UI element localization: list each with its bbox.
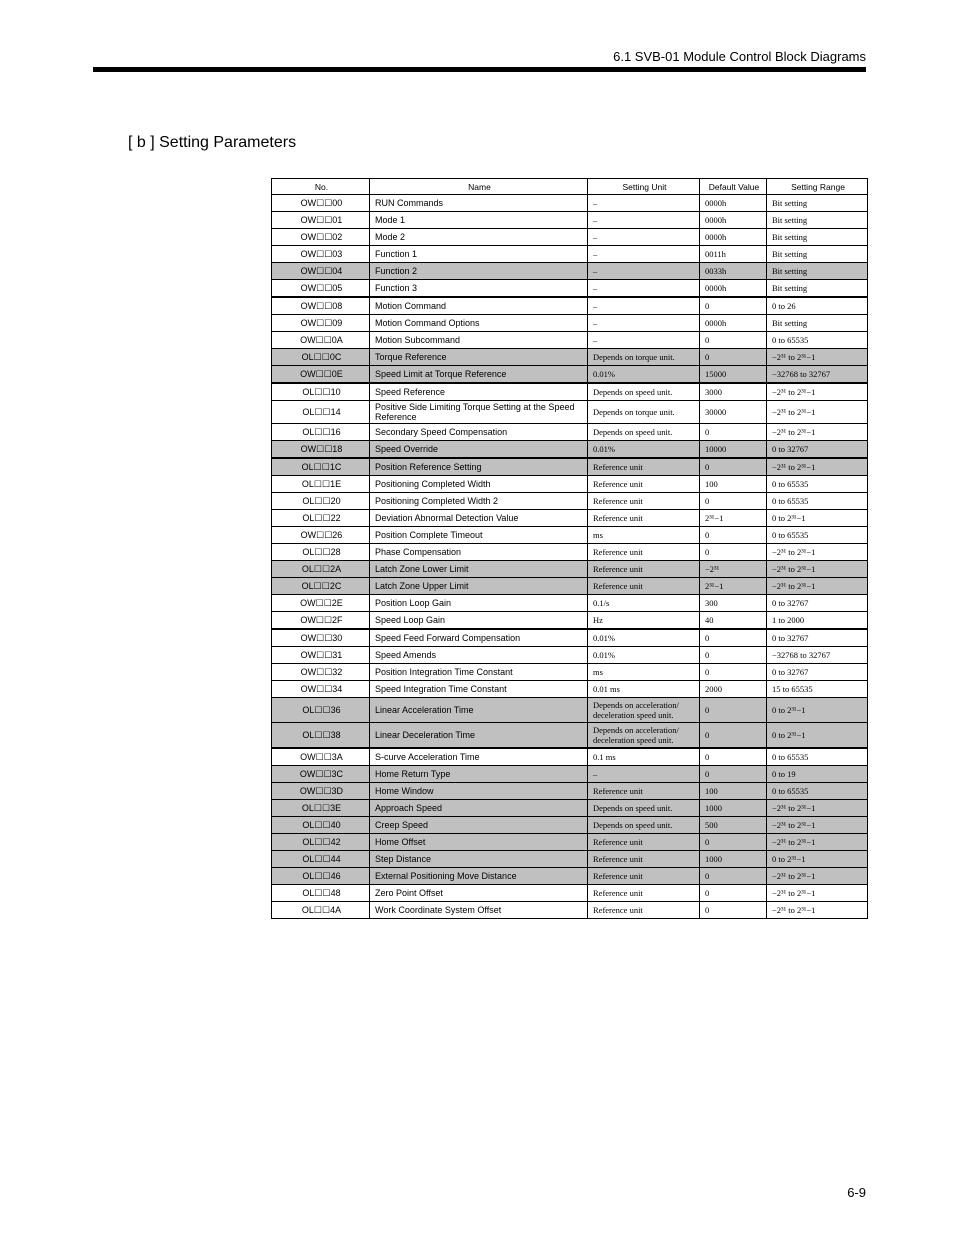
param-default-value: 2³¹−1 — [700, 510, 767, 527]
table-row — [272, 544, 868, 561]
param-setting-range: −2³¹ to 2³¹−1 — [767, 349, 868, 366]
param-number: OL☐☐38 — [272, 723, 370, 749]
param-default-value: 0000h — [700, 195, 767, 212]
param-setting-range: 0 to 19 — [767, 766, 868, 783]
param-number: OL☐☐48 — [272, 885, 370, 902]
param-default-value: −2³¹ — [700, 561, 767, 578]
param-setting-unit: Depends on speed unit. — [588, 817, 700, 834]
param-setting-unit: – — [588, 766, 700, 783]
param-setting-unit: 0.1/s — [588, 595, 700, 612]
table-row — [272, 441, 868, 459]
param-name: Creep Speed — [370, 817, 588, 834]
param-default-value: 30000 — [700, 401, 767, 424]
param-name: Home Return Type — [370, 766, 588, 783]
param-setting-range: −2³¹ to 2³¹−1 — [767, 561, 868, 578]
param-setting-unit: Depends on torque unit. — [588, 349, 700, 366]
table-row — [272, 246, 868, 263]
param-name: Speed Override — [370, 441, 588, 459]
param-number: OW☐☐01 — [272, 212, 370, 229]
param-setting-range: −2³¹ to 2³¹−1 — [767, 902, 868, 919]
param-default-value: 2000 — [700, 681, 767, 698]
param-name: S-curve Acceleration Time — [370, 748, 588, 766]
param-number: OL☐☐28 — [272, 544, 370, 561]
param-number: OL☐☐1C — [272, 458, 370, 476]
table-row — [272, 834, 868, 851]
param-name: Positive Side Limiting Torque Setting at the Speed Reference — [370, 401, 588, 424]
param-setting-unit: – — [588, 297, 700, 315]
param-default-value: 500 — [700, 817, 767, 834]
param-setting-unit: – — [588, 280, 700, 298]
table-row — [272, 868, 868, 885]
table-row — [272, 681, 868, 698]
column-header-default-value: Default Value — [700, 179, 767, 195]
section-title: [ b ] Setting Parameters — [128, 134, 297, 151]
param-default-value: 2³¹−1 — [700, 578, 767, 595]
param-number: OL☐☐2A — [272, 561, 370, 578]
header-rule — [93, 67, 866, 72]
param-setting-unit: Reference unit — [588, 783, 700, 800]
param-name: Linear Acceleration Time — [370, 698, 588, 723]
param-number: OL☐☐10 — [272, 383, 370, 401]
param-default-value: 0 — [700, 493, 767, 510]
param-name: Phase Compensation — [370, 544, 588, 561]
table-header-row — [272, 179, 868, 195]
param-setting-range: 0 to 65535 — [767, 476, 868, 493]
param-name: Position Reference Setting — [370, 458, 588, 476]
param-name: Positioning Completed Width 2 — [370, 493, 588, 510]
param-setting-range: 0 to 65535 — [767, 332, 868, 349]
table-row — [272, 527, 868, 544]
table-row — [272, 647, 868, 664]
param-setting-unit: Reference unit — [588, 476, 700, 493]
param-number: OL☐☐3E — [272, 800, 370, 817]
param-number: OL☐☐0C — [272, 349, 370, 366]
table-row — [272, 212, 868, 229]
table-row — [272, 766, 868, 783]
param-setting-range: −2³¹ to 2³¹−1 — [767, 868, 868, 885]
param-number: OW☐☐30 — [272, 629, 370, 647]
param-name: Position Integration Time Constant — [370, 664, 588, 681]
param-default-value: 0000h — [700, 212, 767, 229]
param-setting-unit: Depends on speed unit. — [588, 424, 700, 441]
table-row — [272, 315, 868, 332]
param-setting-range: Bit setting — [767, 229, 868, 246]
param-number: OL☐☐14 — [272, 401, 370, 424]
param-default-value: 0 — [700, 527, 767, 544]
column-header-setting-unit: Setting Unit — [588, 179, 700, 195]
table-row — [272, 783, 868, 800]
param-number: OL☐☐40 — [272, 817, 370, 834]
param-default-value: 15000 — [700, 366, 767, 384]
param-setting-unit: Reference unit — [588, 493, 700, 510]
param-default-value: 0 — [700, 885, 767, 902]
param-number: OW☐☐31 — [272, 647, 370, 664]
param-setting-range: −32768 to 32767 — [767, 647, 868, 664]
table-row — [272, 698, 868, 723]
table-row — [272, 902, 868, 919]
param-name: Motion Subcommand — [370, 332, 588, 349]
param-default-value: 100 — [700, 476, 767, 493]
param-number: OL☐☐16 — [272, 424, 370, 441]
param-setting-unit: ms — [588, 527, 700, 544]
param-setting-range: 0 to 2³¹−1 — [767, 851, 868, 868]
param-default-value: 0000h — [700, 315, 767, 332]
param-number: OW☐☐05 — [272, 280, 370, 298]
param-setting-range: 0 to 65535 — [767, 783, 868, 800]
param-setting-unit: Reference unit — [588, 902, 700, 919]
param-name: Torque Reference — [370, 349, 588, 366]
param-default-value: 0 — [700, 902, 767, 919]
table-row — [272, 664, 868, 681]
table-row — [272, 578, 868, 595]
param-setting-unit: Reference unit — [588, 851, 700, 868]
param-setting-range: −2³¹ to 2³¹−1 — [767, 401, 868, 424]
param-default-value: 0 — [700, 766, 767, 783]
param-default-value: 0 — [700, 629, 767, 647]
param-name: Secondary Speed Compensation — [370, 424, 588, 441]
param-setting-unit: 0.1 ms — [588, 748, 700, 766]
table-row — [272, 297, 868, 315]
param-number: OL☐☐2C — [272, 578, 370, 595]
param-default-value: 0 — [700, 332, 767, 349]
param-number: OL☐☐36 — [272, 698, 370, 723]
column-header-no: No. — [272, 179, 370, 195]
param-setting-range: 0 to 2³¹−1 — [767, 723, 868, 749]
param-number: OW☐☐32 — [272, 664, 370, 681]
param-setting-range: 15 to 65535 — [767, 681, 868, 698]
table-row — [272, 510, 868, 527]
table-row — [272, 800, 868, 817]
param-setting-range: Bit setting — [767, 212, 868, 229]
param-setting-unit: Reference unit — [588, 834, 700, 851]
param-name: Function 1 — [370, 246, 588, 263]
table-row — [272, 612, 868, 630]
param-setting-unit: – — [588, 263, 700, 280]
table-row — [272, 629, 868, 647]
param-default-value: 0033h — [700, 263, 767, 280]
param-name: Step Distance — [370, 851, 588, 868]
param-default-value: 0011h — [700, 246, 767, 263]
param-default-value: 0 — [700, 698, 767, 723]
param-default-value: 0 — [700, 723, 767, 749]
param-setting-range: 0 to 65535 — [767, 493, 868, 510]
param-default-value: 0 — [700, 297, 767, 315]
table-row — [272, 561, 868, 578]
param-number: OW☐☐3A — [272, 748, 370, 766]
table-row — [272, 366, 868, 384]
param-setting-range: 0 to 2³¹−1 — [767, 510, 868, 527]
param-setting-unit: 0.01% — [588, 441, 700, 459]
param-setting-range: −2³¹ to 2³¹−1 — [767, 458, 868, 476]
table-row — [272, 332, 868, 349]
param-number: OW☐☐09 — [272, 315, 370, 332]
param-setting-unit: Reference unit — [588, 458, 700, 476]
param-default-value: 0000h — [700, 229, 767, 246]
param-setting-range: Bit setting — [767, 246, 868, 263]
param-default-value: 0 — [700, 458, 767, 476]
param-setting-range: 0 to 32767 — [767, 441, 868, 459]
param-setting-unit: 0.01 ms — [588, 681, 700, 698]
table-row — [272, 885, 868, 902]
param-setting-unit: ms — [588, 664, 700, 681]
param-setting-range: −2³¹ to 2³¹−1 — [767, 544, 868, 561]
param-name: Position Loop Gain — [370, 595, 588, 612]
param-setting-unit: 0.01% — [588, 629, 700, 647]
param-setting-range: 0 to 65535 — [767, 748, 868, 766]
param-setting-range: 0 to 32767 — [767, 629, 868, 647]
table-row — [272, 458, 868, 476]
param-default-value: 0 — [700, 349, 767, 366]
param-name: External Positioning Move Distance — [370, 868, 588, 885]
param-name: Speed Loop Gain — [370, 612, 588, 630]
param-name: Function 2 — [370, 263, 588, 280]
param-setting-unit: Depends on speed unit. — [588, 800, 700, 817]
param-number: OL☐☐44 — [272, 851, 370, 868]
param-number: OW☐☐2E — [272, 595, 370, 612]
param-default-value: 40 — [700, 612, 767, 630]
param-name: Home Offset — [370, 834, 588, 851]
param-number: OL☐☐46 — [272, 868, 370, 885]
param-name: Deviation Abnormal Detection Value — [370, 510, 588, 527]
table-row — [272, 401, 868, 424]
param-number: OW☐☐26 — [272, 527, 370, 544]
param-setting-unit: – — [588, 229, 700, 246]
param-setting-range: 0 to 2³¹−1 — [767, 698, 868, 723]
param-number: OW☐☐02 — [272, 229, 370, 246]
param-number: OW☐☐3D — [272, 783, 370, 800]
param-number: OW☐☐18 — [272, 441, 370, 459]
param-setting-unit: Reference unit — [588, 544, 700, 561]
param-name: Function 3 — [370, 280, 588, 298]
param-setting-unit: Depends on torque unit. — [588, 401, 700, 424]
param-default-value: 0 — [700, 834, 767, 851]
param-setting-unit: 0.01% — [588, 647, 700, 664]
param-default-value: 300 — [700, 595, 767, 612]
param-setting-range: −2³¹ to 2³¹−1 — [767, 817, 868, 834]
param-setting-unit: Reference unit — [588, 561, 700, 578]
param-setting-range: −2³¹ to 2³¹−1 — [767, 885, 868, 902]
param-number: OL☐☐4A — [272, 902, 370, 919]
table-row — [272, 817, 868, 834]
param-name: Speed Limit at Torque Reference — [370, 366, 588, 384]
param-number: OW☐☐08 — [272, 297, 370, 315]
table-row — [272, 476, 868, 493]
param-name: Speed Reference — [370, 383, 588, 401]
param-number: OW☐☐3C — [272, 766, 370, 783]
param-default-value: 0 — [700, 868, 767, 885]
param-default-value: 0 — [700, 664, 767, 681]
param-number: OW☐☐03 — [272, 246, 370, 263]
param-setting-range: Bit setting — [767, 315, 868, 332]
param-default-value: 1000 — [700, 851, 767, 868]
param-default-value: 1000 — [700, 800, 767, 817]
param-setting-unit: Reference unit — [588, 868, 700, 885]
table-row — [272, 748, 868, 766]
param-name: Work Coordinate System Offset — [370, 902, 588, 919]
param-setting-range: 1 to 2000 — [767, 612, 868, 630]
param-number: OL☐☐22 — [272, 510, 370, 527]
param-setting-unit: – — [588, 246, 700, 263]
param-default-value: 0000h — [700, 280, 767, 298]
table-row — [272, 195, 868, 212]
param-setting-unit: Depends on acceleration/ deceleration speed unit. — [588, 698, 700, 723]
param-setting-unit: Depends on speed unit. — [588, 383, 700, 401]
param-number: OW☐☐00 — [272, 195, 370, 212]
param-default-value: 0 — [700, 424, 767, 441]
param-setting-unit: Reference unit — [588, 578, 700, 595]
param-name: Zero Point Offset — [370, 885, 588, 902]
param-name: Position Complete Timeout — [370, 527, 588, 544]
param-setting-unit: 0.01% — [588, 366, 700, 384]
param-setting-range: −2³¹ to 2³¹−1 — [767, 424, 868, 441]
table-row — [272, 851, 868, 868]
param-setting-range: −2³¹ to 2³¹−1 — [767, 834, 868, 851]
param-setting-unit: Reference unit — [588, 885, 700, 902]
param-number: OW☐☐04 — [272, 263, 370, 280]
table-row — [272, 493, 868, 510]
param-number: OW☐☐0E — [272, 366, 370, 384]
param-setting-range: 0 to 32767 — [767, 595, 868, 612]
param-setting-unit: – — [588, 212, 700, 229]
param-name: Mode 2 — [370, 229, 588, 246]
column-header-name: Name — [370, 179, 588, 195]
table-row — [272, 383, 868, 401]
param-setting-range: −2³¹ to 2³¹−1 — [767, 800, 868, 817]
table-row — [272, 229, 868, 246]
param-name: Latch Zone Upper Limit — [370, 578, 588, 595]
param-number: OW☐☐34 — [272, 681, 370, 698]
param-name: Latch Zone Lower Limit — [370, 561, 588, 578]
param-default-value: 3000 — [700, 383, 767, 401]
param-number: OL☐☐1E — [272, 476, 370, 493]
param-setting-unit: – — [588, 315, 700, 332]
param-number: OL☐☐42 — [272, 834, 370, 851]
param-setting-range: 0 to 26 — [767, 297, 868, 315]
param-setting-range: Bit setting — [767, 195, 868, 212]
param-name: Speed Amends — [370, 647, 588, 664]
param-setting-unit: – — [588, 195, 700, 212]
param-setting-unit: – — [588, 332, 700, 349]
param-default-value: 10000 — [700, 441, 767, 459]
param-name: RUN Commands — [370, 195, 588, 212]
param-setting-unit: Hz — [588, 612, 700, 630]
param-setting-range: 0 to 65535 — [767, 527, 868, 544]
param-setting-range: −32768 to 32767 — [767, 366, 868, 384]
param-setting-unit: Reference unit — [588, 510, 700, 527]
setting-parameters-table — [271, 178, 868, 919]
param-number: OW☐☐2F — [272, 612, 370, 630]
param-setting-unit: Depends on acceleration/ deceleration speed unit. — [588, 723, 700, 749]
param-default-value: 0 — [700, 544, 767, 561]
running-header: 6.1 SVB-01 Module Control Block Diagrams — [613, 49, 866, 64]
table-row — [272, 263, 868, 280]
param-number: OW☐☐0A — [272, 332, 370, 349]
table-body — [272, 195, 868, 919]
param-name: Motion Command — [370, 297, 588, 315]
param-setting-range: Bit setting — [767, 280, 868, 298]
param-name: Motion Command Options — [370, 315, 588, 332]
param-default-value: 0 — [700, 748, 767, 766]
param-setting-range: 0 to 32767 — [767, 664, 868, 681]
column-header-setting-range: Setting Range — [767, 179, 868, 195]
param-setting-range: −2³¹ to 2³¹−1 — [767, 383, 868, 401]
param-name: Linear Deceleration Time — [370, 723, 588, 749]
param-setting-range: Bit setting — [767, 263, 868, 280]
param-name: Mode 1 — [370, 212, 588, 229]
param-name: Speed Integration Time Constant — [370, 681, 588, 698]
param-default-value: 100 — [700, 783, 767, 800]
param-setting-range: −2³¹ to 2³¹−1 — [767, 578, 868, 595]
table-row — [272, 595, 868, 612]
param-name: Speed Feed Forward Compensation — [370, 629, 588, 647]
table-row — [272, 280, 868, 298]
table-row — [272, 349, 868, 366]
page-number: 6-9 — [847, 1185, 866, 1200]
param-default-value: 0 — [700, 647, 767, 664]
param-name: Home Window — [370, 783, 588, 800]
table-row — [272, 723, 868, 749]
param-number: OL☐☐20 — [272, 493, 370, 510]
param-name: Approach Speed — [370, 800, 588, 817]
param-name: Positioning Completed Width — [370, 476, 588, 493]
table-row — [272, 424, 868, 441]
